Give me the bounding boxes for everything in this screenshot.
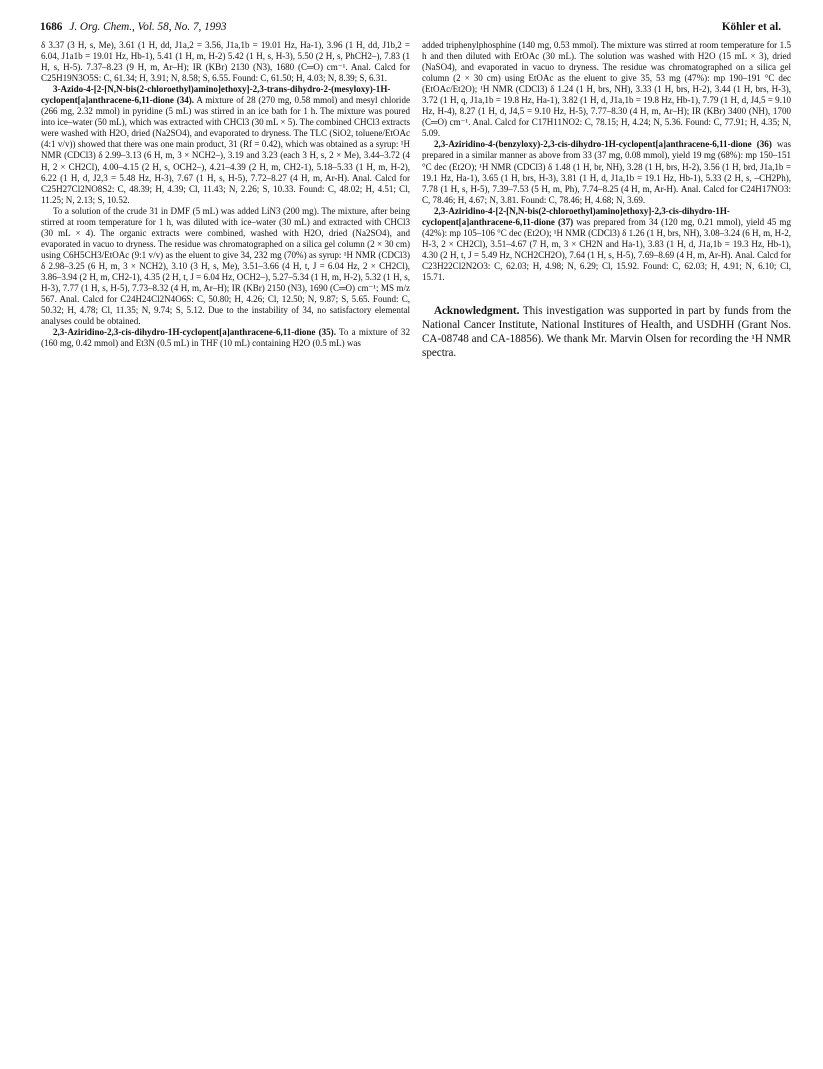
- compound-body-34: A mixture of 28 (270 mg, 0.58 mmol) and mesyl chloride (266 mg, 2.32 mmol) in pyridine (5 mL) was stirred in an ice bath for 1 h. The mixture was poured into ice–water (50 mL), which was extracted with CHCl3 (30 mL × 5). The combined CHCl3 extracts were washed with H2O, dried (Na2SO4), and evaporated to dryness. The TLC (SiO2, toluene/EtOAc (4:1 v/v)) showed that there was one main product, 31 (Rf = 0.42), which was obtained as a syrup: ¹H NMR (CDCl3) δ 2.99–3.13 (6 H, m, 3 × NCH2–), 3.19 and 3.23 (each 3 H, s, 2 × Me), 3.44–3.72 (4 H, 2 × CH2Cl), 4.00–4.15 (2 H, s, OCH2–), 4.21–4.39 (2 H, m, CH2-1), 5.18–5.33 (1 H, m, H-2), 6.22 (1 H, d, J2,3 = 5.48 Hz, H-3), 7.67 (1 H, s, H-5), 7.72–8.27 (4 H, m, Ar-H). Anal. Calcd for C25H27Cl2NO8S2: C, 48.39; H, 4.39; Cl, 11.43; N, 2.26; S, 10.33. Found: C, 48.02; H, 4.51; Cl, 11.25; N, 2.13; S, 10.52.: [41, 95, 410, 205]
- acknowledgment-body: This investigation was supported in part by funds from the National Cancer Institute, National Institures of Health, and USDHH (Grant Nos. CA-08748 and CA-18856). We thank Mr. Marvin Olsen for recording the ¹H NMR spectra.: [422, 305, 791, 359]
- left-column: [41, 40, 410, 349]
- paragraph-compound-34: [41, 84, 410, 206]
- right-column: [422, 40, 791, 361]
- page-number: 1686: [40, 21, 63, 33]
- paragraph-compound-35: [41, 327, 410, 349]
- acknowledgment: [422, 305, 791, 361]
- paragraph-compound-36: [422, 139, 791, 205]
- acknowledgment-title: Acknowledgment.: [434, 305, 520, 318]
- compound-title-34: 3-Azido-4-[2-[N,N-bis(2-chloroethyl)amino]ethoxy]-2,3-trans-dihydro-2-(mesyloxy)-1H-cyclopent[a]anthracene-6,11-dione (34).: [41, 84, 391, 106]
- paragraph-compound-37: [422, 206, 791, 283]
- page-header: [40, 18, 781, 36]
- compound-title-35: 2,3-Aziridino-2,3-cis-dihydro-1H-cyclopent[a]anthracene-6,11-dione (35).: [53, 327, 336, 338]
- running-authors: Köhler et al.: [721, 21, 781, 33]
- compound-body-37: was prepared from 34 (120 mg, 0.21 mmol), yield 45 mg (42%): mp 105–106 °C dec (Et2O); ¹H NMR (CDCl3) δ 1.26 (1 H, brs, NH), 3.08–3.24 (6 H, m, H-2, H-3, 2 × CH2Cl), 3.51–4.67 (7 H, m, 3 × CH2N and Ha-1), 3.83 (1 H, d, J1a,1b = 19.3 Hz, Hb-1), 4.30 (2 H, t, J = 5.49 Hz, NCH2CH2O), 7.64 (1 H, s, H-5), 7.69–8.69 (4 H, m, Ar-H). Anal. Calcd for C23H22Cl2N2O3: C, 62.03; H, 4.98; N, 6.29; Cl, 15.92. Found: C, 62.03; H, 4.91; N, 6.10; Cl, 15.71.: [422, 216, 791, 282]
- compound-body-36: was prepared in a similar manner as above from 33 (37 mg, 0.08 mmol), yield 19 mg (68%): mp 150–151 °C dec (Et2O); ¹H NMR (CDCl3) δ 1.48 (1 H, br, NH), 3.28 (1 H, brs, H-2), 3.56 (1 H, brd, J1a,1b = 19.1 Hz, Ha-1), 3.65 (1 H, brs, H-3), 3.81 (1 H, d, J1a,1b = 19.1 Hz, Hb-1), 5.33 (2 H, s, –CH2Ph), 7.78 (1 H, s, H-5), 7.39–7.53 (5 H, m, Ph), 7.74–8.25 (4 H, m, Ar-H). Anal. Calcd for C24H17NO3: C, 78.46; H, 4.67; N, 3.81. Found: C, 78.46; H, 4.68; N, 3.69.: [422, 139, 791, 205]
- compound-title-37: 2,3-Aziridino-4-[2-[N,N-bis(2-chloroethyl)amino]ethoxy]-2,3-cis-dihydro-1H-cyclopent[a]anthracene-6,11-dione (37): [422, 205, 730, 227]
- header-left: [40, 18, 227, 36]
- journal-citation: J. Org. Chem., Vol. 58, No. 7, 1993: [69, 21, 227, 33]
- compound-body-35: To a mixture of 32 (160 mg, 0.42 mmol) and Et3N (0.5 mL) in THF (10 mL) containing H2O (0.5 mL) was: [41, 327, 410, 349]
- compound-title-36: 2,3-Aziridino-4-(benzyloxy)-2,3-cis-dihydro-1H-cyclopent[a]anthracene-6,11-dione (36): [434, 139, 772, 150]
- paragraph-continued: δ 3.37 (3 H, s, Me), 3.61 (1 H, dd, J1a,2 = 3.56, J1a,1b = 19.01 Hz, Ha-1), 3.96 (1 H, dd, J1b,2 = 6.04, J1a1b = 19.01 Hz, Hb-1), 5.41 (1 H, m, H-2) 5.42 (1 H, s, H-3), 5.50 (2 H, s, PhCH2–), 7.83 (1 H, s, H-5). 7.37–8.23 (9 H, m, Ar–H); IR (KBr) 2130 (N3), 1680 (C═O) cm⁻¹. Anal. Calcd for C25H19N3O5S: C, 61.34; H, 3.91; N, 8.58; S, 6.55. Found: C, 61.50; H, 4.03; N, 8.39; S, 6.31.: [41, 40, 410, 84]
- paragraph-continued-35: added triphenylphosphine (140 mg, 0.53 mmol). The mixture was stirred at room temperature for 1.5 h and then diluted with EtOAc (30 mL). The solution was washed with H2O (15 mL × 3), dried (NaSO4), and evaporated in vacuo to dryness. The residue was chromatographed on a silica gel column (2 × 30 cm) using EtOAc as the eluent to give 35, 53 mg (47%): mp 190–191 °C dec (EtOAc/Et2O); ¹H NMR (CDCl3) δ 1.24 (1 H, brs, NH), 3.33 (1 H, brs, H-2), 3.44 (1 H, brs, H-3), 3.72 (1 H, q, J1a,1b = 19.8 Hz, Ha-1), 3.82 (1 H, d, J1a,1b = 19.8 Hz, Hb-1), 7.79 (1 H, d, J4,5 = 9.10 Hz, H-4), 8.27 (1 H, d, J4,5 = 9.10 Hz, H-5), 7.77–8.30 (4 H, m, Ar–H); IR (KBr) 3400 (NH), 1700 (C═O) cm⁻¹. Anal. Calcd for C17H11NO2: C, 78.15; H, 4.24; N, 5.36. Found: C, 77.91; H, 4.35; N, 5.09.: [422, 40, 791, 139]
- paragraph-lin3: To a solution of the crude 31 in DMF (5 mL) was added LiN3 (200 mg). The mixture, after being stirred at room temperature for 1 h, was diluted with ice–water (30 mL) and extracted with CHCl3 (30 mL × 4). The organic extracts were combined, washed with H2O, dried (Na2SO4), and evaporated in vacuo to dryness. The residue was chromatographed on a silica gel column (2 × 30 cm) using C6H5CH3/EtOAc (9:1 v/v) as the eluent to give 34, 232 mg (70%) as syrup: ¹H NMR (CDCl3) δ 2.98–3.25 (6 H, m, 3 × NCH2), 3.10 (3 H, s, Me), 3.51–3.66 (4 H, t, J = 6.04 Hz, 2 × CH2Cl), 3.86–3.94 (2 H, m, CH2-1), 4.35 (2 H, t, J = 6.04 Hz, OCH2–), 5.27–5.34 (1 H, m, H-2), 5.32 (1 H, s, H-3), 7.77 (1 H, s, H-5), 7.73–8.32 (4 H, m, Ar–H); IR (KBr) 2150 (N3), 1690 (C═O) cm⁻¹; MS m/z 567. Anal. Calcd for C24H24Cl2N4O6S: C, 50.80; H, 4.26; Cl, 12.50; N, 9.87; S, 5.65. Found: C, 50.32; H, 4.78; Cl, 11.35; N, 9.74; S, 5.12. Due to the instability of 34, no satisfactory elemental analyses could be obtained.: [41, 205, 410, 327]
